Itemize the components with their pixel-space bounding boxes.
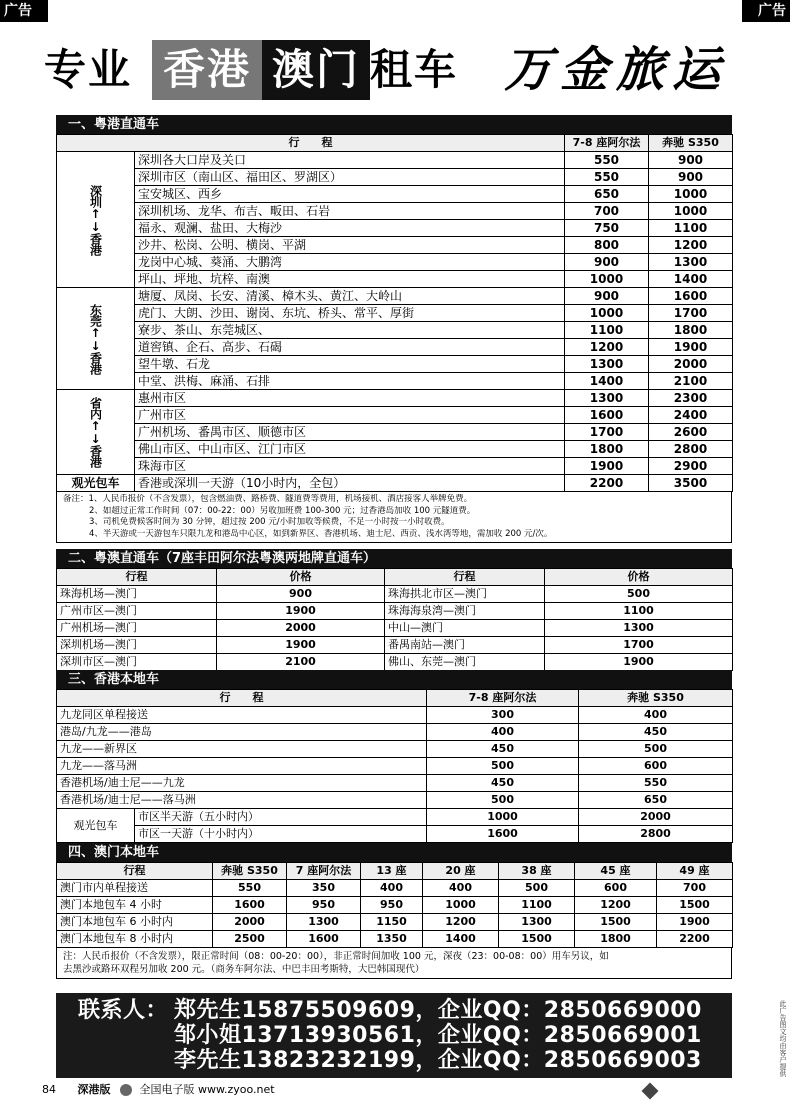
headline (44, 40, 764, 102)
table-row (57, 792, 733, 809)
table-row (57, 203, 733, 220)
table-row (57, 654, 733, 671)
route-cell: 惠州市区 (135, 390, 565, 407)
column-header: 20 座 (423, 863, 499, 880)
column-header: 49 座 (657, 863, 733, 880)
region-label: 深圳↑↓香港 (57, 152, 135, 288)
price-s350: 450 (579, 724, 733, 741)
site-link[interactable]: 全国电子版 www.zyoo.net (139, 1083, 275, 1096)
price-alphard: 500 (427, 792, 579, 809)
header-s350: 奔驰 S350 (649, 135, 733, 152)
section-title: 四、澳门本地车 (56, 843, 732, 862)
route-cell: 九龙同区单程接送 (57, 707, 427, 724)
contact-zheng: 郑先生15875509609，企业QQ：2850669000 (174, 998, 702, 1023)
table-row (57, 339, 733, 356)
price-cell: 950 (287, 897, 361, 914)
column-header: 38 座 (499, 863, 575, 880)
price-s350: 400 (579, 707, 733, 724)
price-alphard: 1000 (427, 809, 579, 826)
section-guangdong-hk (56, 115, 732, 543)
price-cell: 600 (575, 880, 657, 897)
section-title: 二、粤澳直通车（7座丰田阿尔法粤澳两地牌直通车） (56, 549, 732, 568)
edition-label: 深港版 (77, 1083, 111, 1096)
route-cell: 广州市区 (135, 407, 565, 424)
section-guangdong-macau (56, 549, 732, 671)
price-s350: 600 (579, 758, 733, 775)
price-s350: 1800 (649, 322, 733, 339)
table-row (57, 169, 733, 186)
price-cell: 2000 (217, 620, 385, 637)
price-alphard: 1600 (565, 407, 649, 424)
price-cell: 2100 (217, 654, 385, 671)
route-cell: 香港或深圳一天游（10小时内，全包） (135, 475, 565, 492)
price-cell: 350 (287, 880, 361, 897)
price-s350: 1900 (649, 339, 733, 356)
price-cell: 1100 (499, 897, 575, 914)
company-name: 万金旅运 (504, 42, 729, 98)
price-table-macau-local (56, 862, 733, 948)
table-header-row (57, 569, 733, 586)
header-route: 行 程 (57, 135, 565, 152)
table-row (57, 407, 733, 424)
column-header: 13 座 (361, 863, 423, 880)
price-alphard: 1600 (427, 826, 579, 843)
contact-row (78, 998, 732, 1023)
column-header: 7 座阿尔法 (287, 863, 361, 880)
header-route: 行程 (385, 569, 545, 586)
price-s350: 2800 (649, 441, 733, 458)
route-cell: 澳门本地包车 8 小时内 (57, 931, 213, 948)
price-alphard: 800 (565, 237, 649, 254)
table-row (57, 220, 733, 237)
price-alphard: 1300 (565, 390, 649, 407)
table-row (57, 373, 733, 390)
table-header-row (57, 863, 733, 880)
price-s350: 2600 (649, 424, 733, 441)
table-row (57, 603, 733, 620)
note-line: 4、半天游或一天游包车只限九龙和港岛中心区，如到新界区、香港机场、迪士尼、西贡、浅水湾等地，需加收 200 元/次。 (89, 528, 553, 539)
price-cell: 500 (499, 880, 575, 897)
route-cell: 宝安城区、西乡 (135, 186, 565, 203)
section-macau-local (56, 843, 732, 979)
tour-label: 观光包车 (57, 809, 135, 843)
contact-row (78, 1048, 732, 1073)
price-cell: 1350 (361, 931, 423, 948)
price-cell: 1000 (423, 897, 499, 914)
price-s350: 1400 (649, 271, 733, 288)
price-cell: 1100 (545, 603, 733, 620)
contact-label: 联系人： (78, 998, 169, 1023)
price-alphard: 550 (565, 152, 649, 169)
route-cell: 沙井、松岗、公明、横岗、平湖 (135, 237, 565, 254)
route-cell: 深圳机场—澳门 (57, 637, 217, 654)
route-cell: 福永、观澜、盐田、大梅沙 (135, 220, 565, 237)
price-alphard: 500 (427, 758, 579, 775)
table-row (57, 186, 733, 203)
table-header-row (57, 690, 733, 707)
table-row (57, 724, 733, 741)
note-line: 2、如超过正常工作时间（07：00-22：00）另收加班费 100-300 元；过香港岛加收 100 元隧道费。 (89, 505, 476, 516)
price-cell: 1500 (499, 931, 575, 948)
price-alphard: 750 (565, 220, 649, 237)
contacts-panel (56, 993, 732, 1078)
table-row (57, 441, 733, 458)
route-cell: 番禺南站—澳门 (385, 637, 545, 654)
table-row (57, 271, 733, 288)
price-alphard: 400 (427, 724, 579, 741)
route-cell: 澳门市内单程接送 (57, 880, 213, 897)
price-s350: 3500 (649, 475, 733, 492)
price-alphard: 550 (565, 169, 649, 186)
route-cell: 坪山、坪地、坑梓、南澳 (135, 271, 565, 288)
route-cell: 港岛/九龙——港岛 (57, 724, 427, 741)
price-alphard: 450 (427, 775, 579, 792)
price-cell: 2000 (213, 914, 287, 931)
route-cell: 九龙——新界区 (57, 741, 427, 758)
table-row (57, 254, 733, 271)
route-cell: 澳门本地包车 6 小时内 (57, 914, 213, 931)
header-alphard: 7-8 座阿尔法 (427, 690, 579, 707)
table-row (57, 475, 733, 492)
header-price: 价格 (545, 569, 733, 586)
table-row (57, 424, 733, 441)
table-row (57, 152, 733, 169)
price-cell: 1300 (499, 914, 575, 931)
price-cell: 1300 (287, 914, 361, 931)
headline-hongkong: 香港 (152, 40, 262, 100)
price-cell: 950 (361, 897, 423, 914)
table-row (57, 826, 733, 843)
price-s350: 650 (579, 792, 733, 809)
tour-label: 观光包车 (57, 475, 135, 492)
note-line: 去黑沙或路环双程另加收 200 元。（商务车阿尔法、中巴丰田考斯特，大巴韩国现代） (63, 964, 425, 975)
price-cell: 400 (423, 880, 499, 897)
column-header: 45 座 (575, 863, 657, 880)
route-cell: 道窖镇、企石、高步、石碣 (135, 339, 565, 356)
price-table-gd-macau (56, 568, 733, 671)
price-alphard: 1100 (565, 322, 649, 339)
header-price: 价格 (217, 569, 385, 586)
table-row (57, 809, 733, 826)
price-s350: 2000 (649, 356, 733, 373)
price-alphard: 1400 (565, 373, 649, 390)
table-row (57, 356, 733, 373)
route-cell: 深圳各大口岸及关口 (135, 152, 565, 169)
header-route: 行 程 (57, 690, 427, 707)
price-cell: 550 (213, 880, 287, 897)
route-cell: 香港机场/迪士尼——落马洲 (57, 792, 427, 809)
price-cell: 1900 (545, 654, 733, 671)
table-row (57, 322, 733, 339)
route-cell: 广州市区—澳门 (57, 603, 217, 620)
notes (56, 948, 732, 979)
price-s350: 2100 (649, 373, 733, 390)
table-row (57, 288, 733, 305)
price-s350: 1000 (649, 203, 733, 220)
side-disclaimer: 此广告图文均由客户提供 (779, 1000, 787, 1077)
price-cell: 2500 (213, 931, 287, 948)
ad-label-left: 广告 (0, 0, 48, 22)
table-row (57, 931, 733, 948)
route-cell: 深圳机场、龙华、布吉、畈田、石岩 (135, 203, 565, 220)
route-cell: 广州机场—澳门 (57, 620, 217, 637)
price-s350: 2800 (579, 826, 733, 843)
route-cell: 虎门、大朗、沙田、谢岗、东坑、桥头、常平、厚街 (135, 305, 565, 322)
price-alphard: 1800 (565, 441, 649, 458)
price-s350: 2900 (649, 458, 733, 475)
notes (56, 492, 732, 543)
price-alphard: 1900 (565, 458, 649, 475)
route-cell: 深圳市区（南山区、福田区、罗湖区） (135, 169, 565, 186)
price-cell: 1700 (545, 637, 733, 654)
price-s350: 900 (649, 169, 733, 186)
page-number: 84 (42, 1083, 56, 1096)
note-line: 备注：1、人民币报价（不含发票），包含燃油费、路桥费、隧道费等费用，机场接机、酒店接客人举牌免费。 (63, 494, 473, 504)
column-header: 行程 (57, 863, 213, 880)
price-s350: 900 (649, 152, 733, 169)
price-s350: 1000 (649, 186, 733, 203)
price-alphard: 900 (565, 254, 649, 271)
price-alphard: 900 (565, 288, 649, 305)
header-alphard: 7-8 座阿尔法 (565, 135, 649, 152)
table-row (57, 880, 733, 897)
header-s350: 奔驰 S350 (579, 690, 733, 707)
route-cell: 广州机场、番禺市区、顺德市区 (135, 424, 565, 441)
table-row (57, 637, 733, 654)
table-row (57, 775, 733, 792)
route-cell: 珠海拱北市区—澳门 (385, 586, 545, 603)
price-alphard: 2200 (565, 475, 649, 492)
price-cell: 1400 (423, 931, 499, 948)
price-s350: 1100 (649, 220, 733, 237)
route-cell: 龙岗中心城、葵涌、大鹏湾 (135, 254, 565, 271)
table-row (57, 390, 733, 407)
route-cell: 市区一天游（十小时内） (135, 826, 427, 843)
price-alphard: 1000 (565, 305, 649, 322)
price-alphard: 1200 (565, 339, 649, 356)
route-cell: 珠海海泉湾—澳门 (385, 603, 545, 620)
price-cell: 1500 (657, 897, 733, 914)
region-label: 省内↑↓香港 (57, 390, 135, 475)
price-cell: 1150 (361, 914, 423, 931)
region-label: 东莞↑↓香港 (57, 288, 135, 390)
price-s350: 2300 (649, 390, 733, 407)
price-s350: 2000 (579, 809, 733, 826)
price-alphard: 300 (427, 707, 579, 724)
route-cell: 中山—澳门 (385, 620, 545, 637)
table-row (57, 758, 733, 775)
route-cell: 珠海市区 (135, 458, 565, 475)
table-row (57, 586, 733, 603)
price-alphard: 1700 (565, 424, 649, 441)
price-s350: 1700 (649, 305, 733, 322)
price-cell: 700 (657, 880, 733, 897)
price-cell: 1200 (575, 897, 657, 914)
route-cell: 市区半天游（五小时内） (135, 809, 427, 826)
section-hk-local (56, 670, 732, 843)
price-alphard: 650 (565, 186, 649, 203)
table-row (57, 707, 733, 724)
route-cell: 澳门本地包车 4 小时 (57, 897, 213, 914)
price-table-gd-hk (56, 134, 733, 492)
price-s350: 1200 (649, 237, 733, 254)
table-row (57, 620, 733, 637)
headline-rental: 租车 (370, 45, 459, 94)
price-alphard: 1300 (565, 356, 649, 373)
route-cell: 香港机场/迪士尼——九龙 (57, 775, 427, 792)
table-row (57, 305, 733, 322)
price-alphard: 700 (565, 203, 649, 220)
headline-macau: 澳门 (262, 40, 370, 100)
price-alphard: 450 (427, 741, 579, 758)
price-s350: 2400 (649, 407, 733, 424)
headline-professional: 专业 (44, 45, 133, 94)
price-table-hk-local (56, 689, 733, 843)
column-header: 奔驰 S350 (213, 863, 287, 880)
route-cell: 塘厦、凤岗、长安、清溪、樟木头、黄江、大岭山 (135, 288, 565, 305)
price-cell: 1900 (657, 914, 733, 931)
route-cell: 深圳市区—澳门 (57, 654, 217, 671)
table-row (57, 741, 733, 758)
price-cell: 1500 (575, 914, 657, 931)
price-s350: 550 (579, 775, 733, 792)
route-cell: 望牛墩、石龙 (135, 356, 565, 373)
price-cell: 1900 (217, 603, 385, 620)
table-row (57, 237, 733, 254)
contact-li: 李先生13823232199，企业QQ：2850669003 (174, 1048, 702, 1073)
route-cell: 中堂、洪梅、麻涌、石排 (135, 373, 565, 390)
price-cell: 1300 (545, 620, 733, 637)
price-alphard: 1000 (565, 271, 649, 288)
price-cell: 1800 (575, 931, 657, 948)
publisher-logo-icon (120, 1084, 132, 1096)
table-row (57, 914, 733, 931)
header-route: 行程 (57, 569, 217, 586)
route-cell: 珠海机场—澳门 (57, 586, 217, 603)
table-header-row (57, 135, 733, 152)
route-cell: 佛山、东莞—澳门 (385, 654, 545, 671)
price-cell: 1600 (213, 897, 287, 914)
price-s350: 1300 (649, 254, 733, 271)
note-line: 注：人民币报价（不含发票），限正常时间（08：00-20：00），非正常时间加收 100 元，深夜（23：00-08：00）用车另议，如 (63, 951, 609, 962)
ad-label-right: 广告 (742, 0, 790, 22)
price-cell: 900 (217, 586, 385, 603)
price-cell: 1600 (287, 931, 361, 948)
contact-row (78, 1023, 732, 1048)
price-s350: 500 (579, 741, 733, 758)
route-cell: 九龙——落马洲 (57, 758, 427, 775)
price-cell: 400 (361, 880, 423, 897)
price-cell: 500 (545, 586, 733, 603)
route-cell: 寮步、茶山、东莞城区、 (135, 322, 565, 339)
table-row (57, 458, 733, 475)
route-cell: 佛山市区、中山市区、江门市区 (135, 441, 565, 458)
section-title: 一、粤港直通车 (56, 115, 732, 134)
price-cell: 2200 (657, 931, 733, 948)
table-row (57, 897, 733, 914)
price-s350: 1600 (649, 288, 733, 305)
section-title: 三、香港本地车 (56, 670, 732, 689)
contact-zou: 邹小姐13713930561，企业QQ：2850669001 (174, 1023, 702, 1048)
price-cell: 1900 (217, 637, 385, 654)
note-line: 3、司机免费候客时间为 30 分钟，超过按 200 元/小时加收等候费，不足一小时按一小时收费。 (89, 517, 450, 527)
price-cell: 1200 (423, 914, 499, 931)
